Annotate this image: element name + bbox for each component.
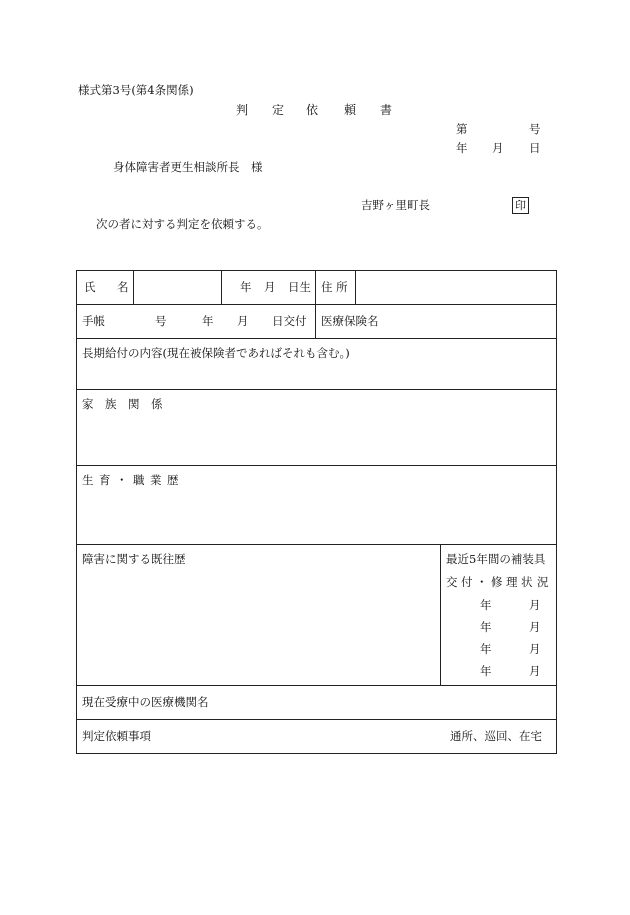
long-term-benefit-label: 長期給付の内容(現在被保険者であればそれも含む。) xyxy=(82,346,350,360)
title-char: 頼 xyxy=(344,103,357,117)
equipment-label-char: 況 xyxy=(537,575,549,589)
techo-label: 手帳 xyxy=(82,314,105,328)
techo-number-unit: 号 xyxy=(155,314,167,328)
title-char: 判 xyxy=(236,103,249,117)
equipment-label-char: 修 xyxy=(491,575,503,589)
insurance-label: 医療保険名 xyxy=(321,314,379,328)
document-title xyxy=(236,104,392,116)
equipment-label-char: 状 xyxy=(521,575,533,589)
upbringing-label-char: 育 xyxy=(99,473,111,487)
name-field[interactable] xyxy=(134,271,221,304)
family-label-char: 族 xyxy=(105,397,117,411)
title-char: 定 xyxy=(272,103,285,117)
upbringing-label-char: ・ xyxy=(116,473,128,487)
equipment-label-char: 付 xyxy=(461,575,473,589)
title-char: 書 xyxy=(380,103,393,117)
address-field[interactable] xyxy=(356,271,556,304)
techo-month-unit: 月 xyxy=(237,314,249,328)
seal-mark: 印 xyxy=(512,197,529,214)
techo-year-unit: 年 xyxy=(202,314,214,328)
sender: 吉野ヶ里町長 xyxy=(361,198,430,212)
birth-day-unit: 日生 xyxy=(288,280,311,294)
equipment-label-char: 理 xyxy=(506,575,518,589)
equipment-month: 月 xyxy=(529,642,541,656)
request-options: 通所、巡回、在宅 xyxy=(450,729,542,743)
equipment-label-char: 交 xyxy=(446,575,458,589)
date-year: 年 xyxy=(456,141,468,155)
form-number: 様式第3号(第4条関係) xyxy=(78,83,194,97)
equipment-month: 月 xyxy=(529,664,541,678)
name-label-char: 名 xyxy=(117,280,129,294)
current-medical-label: 現在受療中の医療機関名 xyxy=(82,695,209,709)
upbringing-label-char: 職 xyxy=(133,473,145,487)
equipment-label-line1: 最近5年間の補装具 xyxy=(446,552,546,566)
name-label-char: 氏 xyxy=(84,280,96,294)
date-month: 月 xyxy=(492,141,504,155)
family-label-char: 係 xyxy=(151,397,163,411)
intro-text: 次の者に対する判定を依頼する。 xyxy=(96,217,269,231)
request-items-label: 判定依頼事項 xyxy=(82,729,151,743)
title-char: 依 xyxy=(306,103,319,117)
history-label: 障害に関する既往歴 xyxy=(82,552,186,566)
equipment-year: 年 xyxy=(480,642,492,656)
upbringing-label-char: 業 xyxy=(150,473,162,487)
birth-month-unit: 月 xyxy=(264,280,276,294)
family-label-char: 家 xyxy=(82,397,94,411)
techo-issue-day: 日交付 xyxy=(272,314,307,328)
equipment-year: 年 xyxy=(480,664,492,678)
addressee: 身体障害者更生相談所長 様 xyxy=(113,160,263,174)
address-label: 住 所 xyxy=(321,280,348,294)
equipment-year: 年 xyxy=(480,598,492,612)
equipment-year: 年 xyxy=(480,620,492,634)
family-label-char: 関 xyxy=(128,397,140,411)
date-day: 日 xyxy=(529,141,541,155)
equipment-month: 月 xyxy=(529,598,541,612)
number-suffix: 号 xyxy=(529,122,541,136)
equipment-month: 月 xyxy=(529,620,541,634)
upbringing-label-char: 生 xyxy=(82,473,94,487)
upbringing-label-char: 歴 xyxy=(167,473,179,487)
number-prefix: 第 xyxy=(456,122,468,136)
birth-year-unit: 年 xyxy=(240,280,252,294)
equipment-label-char: ・ xyxy=(476,575,488,589)
